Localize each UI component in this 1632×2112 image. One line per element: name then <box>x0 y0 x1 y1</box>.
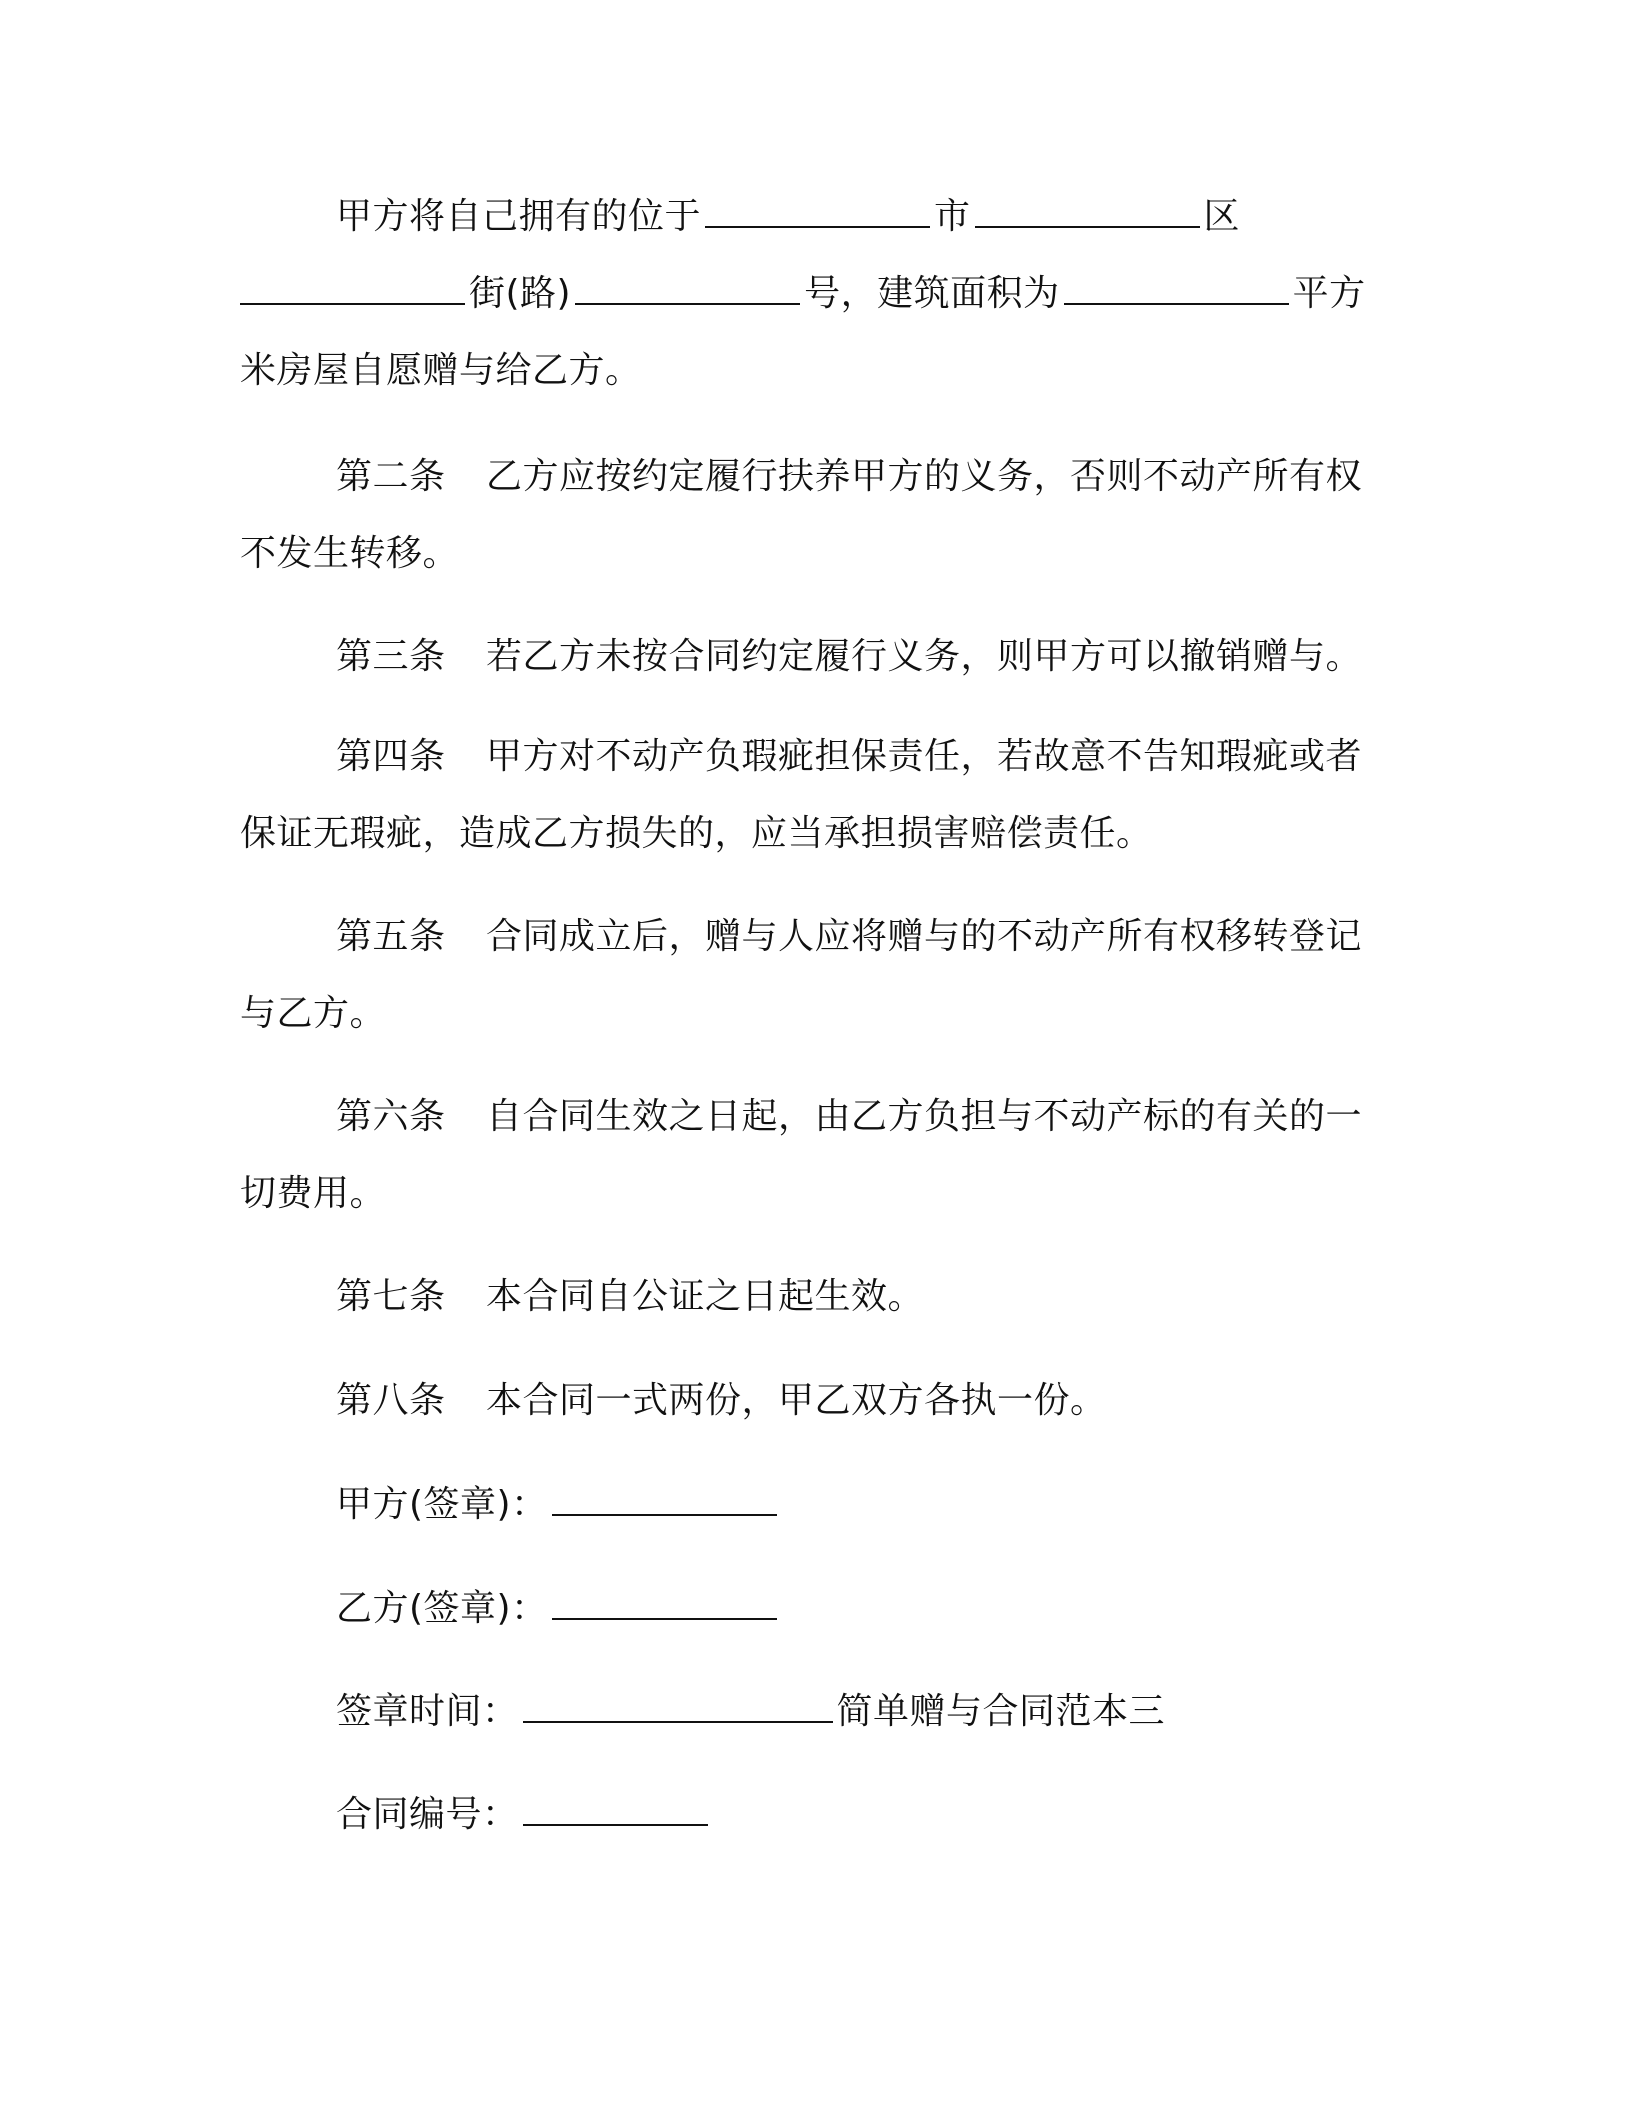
article-5-text-2: 与乙方。 <box>240 993 387 1034</box>
party-a-label: 甲方(签章)： <box>336 1484 548 1525</box>
article-2-number: 第二条 <box>336 456 446 497</box>
article-8 <box>240 1362 1380 1439</box>
article-1-line-3: 米房屋自愿赠与给乙方。 <box>240 350 642 391</box>
article-6-line-1 <box>240 1078 1380 1155</box>
signature-time <box>240 1673 1380 1750</box>
article-8-line-1 <box>240 1362 1380 1439</box>
sign-time-blank[interactable] <box>523 1687 833 1723</box>
article-2-text-2: 不发生转移。 <box>240 533 460 574</box>
article-2-text-1: 乙方应按约定履行扶养甲方的义务，否则不动产所有权 <box>486 456 1363 497</box>
article-3-number: 第三条 <box>336 636 446 677</box>
article-1-text-a: 甲方将自己拥有的位于 <box>336 196 702 237</box>
sign-time-line <box>240 1673 1380 1750</box>
article-7-number: 第七条 <box>336 1276 446 1317</box>
article-7 <box>240 1258 1380 1335</box>
article-4-line-1 <box>240 718 1380 795</box>
article-1-text-e: 号，建筑面积为 <box>804 273 1060 314</box>
article-1-text-b: 市 <box>934 196 971 237</box>
number-blank[interactable] <box>575 269 800 305</box>
article-5-line-1 <box>240 898 1380 975</box>
contract-number-line <box>240 1776 1380 1853</box>
district-blank[interactable] <box>975 192 1200 228</box>
article-4-text-2: 保证无瑕疵，造成乙方损失的，应当承担损害赔偿责任。 <box>240 813 1153 854</box>
signature-party-b <box>240 1570 1380 1647</box>
area-blank[interactable] <box>1064 269 1289 305</box>
contract-number <box>240 1776 1380 1853</box>
article-7-text-1: 本合同自公证之日起生效。 <box>486 1276 925 1317</box>
article-3-line-1 <box>240 618 1380 695</box>
street-blank[interactable] <box>240 269 465 305</box>
article-4-number: 第四条 <box>336 736 446 777</box>
article-6-text-1: 自合同生效之日起，由乙方负担与不动产标的有关的一 <box>486 1096 1363 1137</box>
article-5-text-1: 合同成立后，赠与人应将赠与的不动产所有权移转登记 <box>486 916 1363 957</box>
contract-number-label: 合同编号： <box>336 1794 519 1835</box>
contract-number-blank[interactable] <box>523 1790 708 1826</box>
article-1-text-f: 平方 <box>1292 273 1366 314</box>
article-6-text-2: 切费用。 <box>240 1173 387 1214</box>
article-2-line-1 <box>240 438 1380 515</box>
party-b-label: 乙方(签章)： <box>336 1588 548 1629</box>
article-4-text-1: 甲方对不动产负瑕疵担保责任，若故意不告知瑕疵或者 <box>486 736 1363 777</box>
party-a-line <box>240 1466 1380 1543</box>
party-a-signature-blank[interactable] <box>552 1480 777 1516</box>
article-2 <box>240 438 1380 592</box>
article-7-line-1 <box>240 1258 1380 1335</box>
party-b-signature-blank[interactable] <box>552 1584 777 1620</box>
article-4 <box>240 718 1380 872</box>
party-b-line <box>240 1570 1380 1647</box>
article-6 <box>240 1078 1380 1232</box>
article-5-number: 第五条 <box>336 916 446 957</box>
article-1-line-2 <box>240 255 1380 332</box>
article-5 <box>240 898 1380 1052</box>
sign-time-label: 签章时间： <box>336 1691 519 1732</box>
city-blank[interactable] <box>705 192 930 228</box>
next-contract-title: 简单赠与合同范本三 <box>836 1691 1166 1732</box>
article-1-text-d: 街(路) <box>469 273 572 314</box>
article-8-number: 第八条 <box>336 1380 446 1421</box>
article-6-number: 第六条 <box>336 1096 446 1137</box>
article-3 <box>240 618 1380 695</box>
article-1-text-c: 区 <box>1203 196 1241 237</box>
article-1-line-1 <box>240 178 1380 255</box>
signature-party-a <box>240 1466 1380 1543</box>
article-3-text-1: 若乙方未按合同约定履行义务，则甲方可以撤销赠与。 <box>486 636 1363 677</box>
article-8-text-1: 本合同一式两份，甲乙双方各执一份。 <box>486 1380 1107 1421</box>
article-1-paragraph <box>240 178 1380 409</box>
